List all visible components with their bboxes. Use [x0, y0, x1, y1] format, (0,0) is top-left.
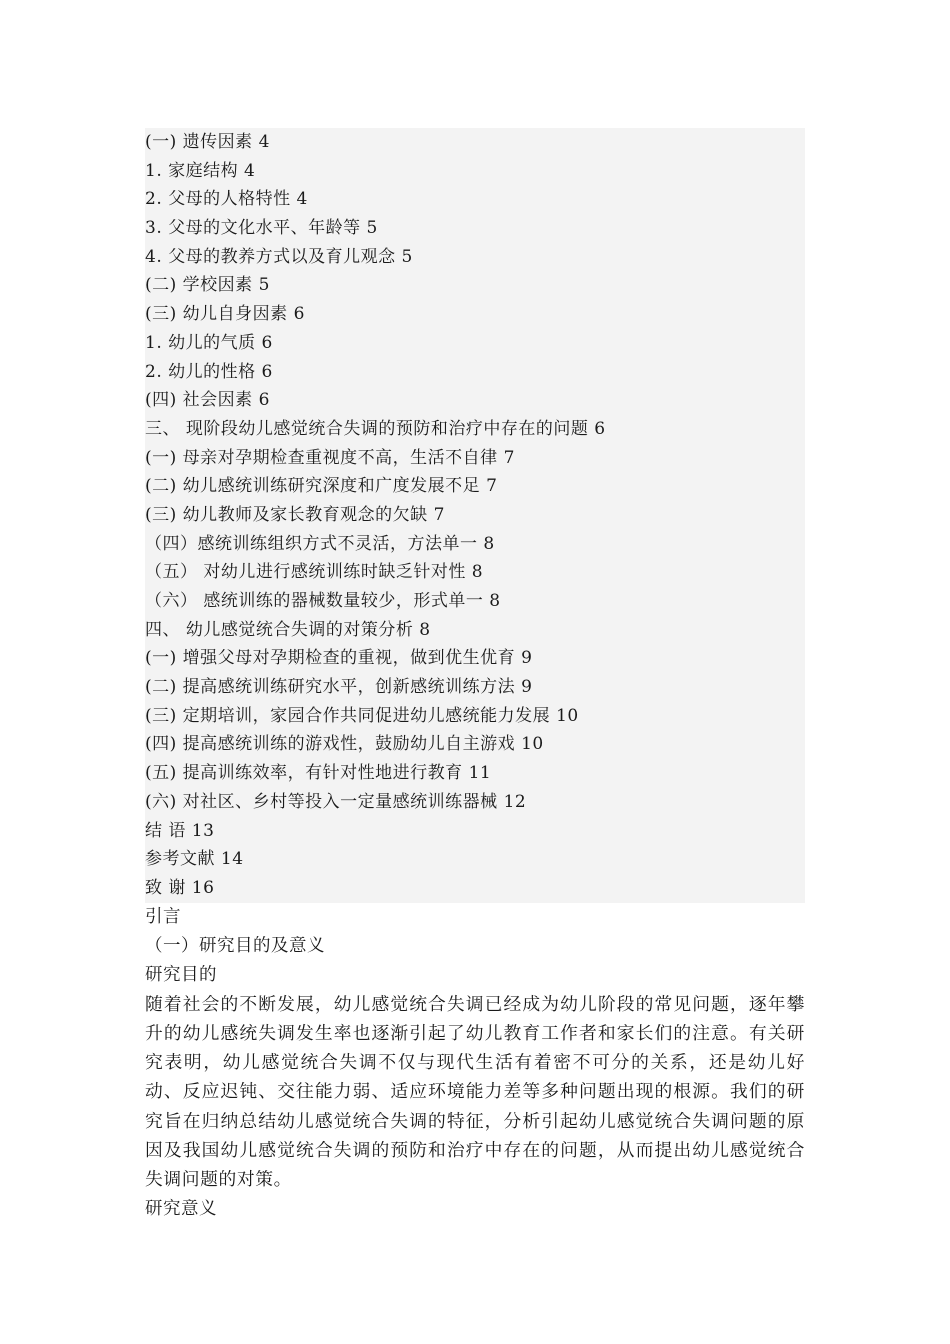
- toc-entry: （五） 对幼儿进行感统训练时缺乏针对性 8: [145, 558, 805, 587]
- toc-entry: 1. 家庭结构 4: [145, 157, 805, 186]
- purpose-heading: 研究目的: [145, 964, 217, 985]
- purpose-paragraph: 随着社会的不断发展，幼儿感觉统合失调已经成为幼儿阶段的常见问题，逐年攀升的幼儿感统失调发生率也逐渐引起了幼儿教育工作者和家长们的注意。有关研究表明，幼儿感觉统合失调不仅与现代生活有着密不可分的关系，还是幼儿好动、反应迟钝、交往能力弱、适应环境能力差等多种问题出现的根源。我们的研究旨在归纳总结幼儿感觉统合失调的特征，分析引起幼儿感觉统合失调问题的原因及我国幼儿感觉统合失调的预防和治疗中存在的问题，从而提出幼儿感觉统合失调问题的对策。: [145, 993, 805, 1191]
- toc-entry: （四）感统训练组织方式不灵活，方法单一 8: [145, 530, 805, 559]
- toc-entry: （六） 感统训练的器械数量较少，形式单一 8: [145, 587, 805, 616]
- document-page: [145, 128, 805, 1224]
- table-of-contents: [145, 128, 805, 903]
- toc-entry: 参考文献 14: [145, 845, 805, 874]
- toc-entry: (一) 遗传因素 4: [145, 128, 805, 157]
- toc-entry: 四、 幼儿感觉统合失调的对策分析 8: [145, 616, 805, 645]
- toc-entry: (五) 提高训练效率，有针对性地进行教育 11: [145, 759, 805, 788]
- toc-entry: (四) 社会因素 6: [145, 386, 805, 415]
- toc-entry: 2. 父母的人格特性 4: [145, 185, 805, 214]
- toc-entry: (二) 提高感统训练研究水平，创新感统训练方法 9: [145, 673, 805, 702]
- toc-entry: (三) 幼儿自身因素 6: [145, 300, 805, 329]
- toc-entry: 3. 父母的文化水平、年龄等 5: [145, 214, 805, 243]
- toc-entry: 结 语 13: [145, 817, 805, 846]
- toc-entry: (六) 对社区、乡村等投入一定量感统训练器械 12: [145, 788, 805, 817]
- toc-entry: (二) 学校因素 5: [145, 271, 805, 300]
- toc-entry: 4. 父母的教养方式以及育儿观念 5: [145, 243, 805, 272]
- toc-entry: (三) 定期培训，家园合作共同促进幼儿感统能力发展 10: [145, 702, 805, 731]
- toc-entry: (一) 母亲对孕期检查重视度不高，生活不自律 7: [145, 444, 805, 473]
- significance-heading: 研究意义: [145, 1198, 217, 1219]
- toc-entry: (四) 提高感统训练的游戏性，鼓励幼儿自主游戏 10: [145, 730, 805, 759]
- intro-title: 引言: [145, 906, 181, 927]
- toc-entry: (三) 幼儿教师及家长教育观念的欠缺 7: [145, 501, 805, 530]
- toc-entry: 2. 幼儿的性格 6: [145, 358, 805, 387]
- toc-entry: 三、 现阶段幼儿感觉统合失调的预防和治疗中存在的问题 6: [145, 415, 805, 444]
- section-heading: （一）研究目的及意义: [145, 935, 325, 956]
- toc-entry: (二) 幼儿感统训练研究深度和广度发展不足 7: [145, 472, 805, 501]
- toc-entry: 致 谢 16: [145, 874, 805, 903]
- toc-entry: (一) 增强父母对孕期检查的重视，做到优生优育 9: [145, 644, 805, 673]
- toc-entry: 1. 幼儿的气质 6: [145, 329, 805, 358]
